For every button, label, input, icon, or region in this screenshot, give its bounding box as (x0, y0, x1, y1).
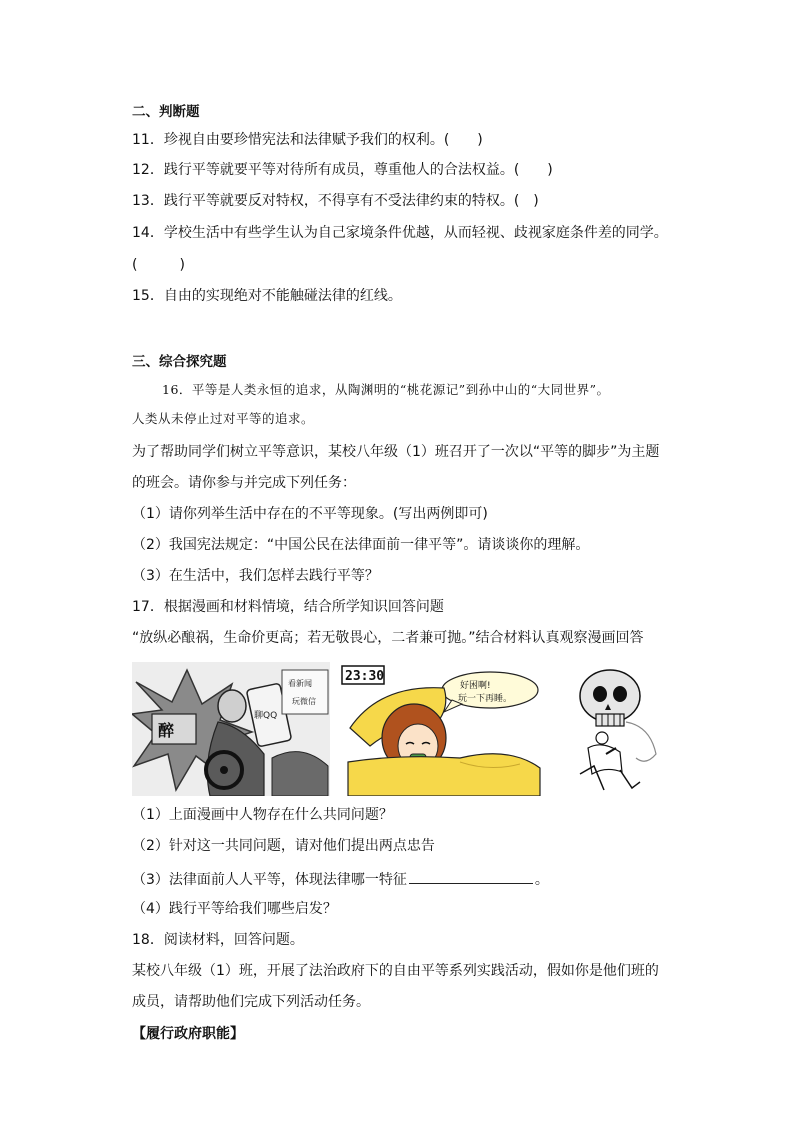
comic-distracted-driver (132, 662, 330, 796)
comic-clock-time: 23:30 (345, 669, 385, 684)
comic-label-wechat: 玩微信 (292, 697, 316, 706)
question-13: 13．践行平等就要反对特权，不得享有不受法律约束的特权。( ) (132, 193, 539, 209)
comic-label-news: 看新闻 (288, 679, 312, 688)
question-16-part-3: （3）在生活中，我们怎样去践行平等？ (132, 568, 379, 584)
question-16-intro-cont: 人类从未停止过对平等的追求。 (132, 411, 315, 426)
question-16-part-2: （2）我国宪法规定：“中国公民在法律面前一律平等”。请谈谈你的理解。 (132, 537, 590, 553)
comic-bubble-sleepy: 好困啊! (460, 681, 491, 691)
comic-girl-illustration (340, 662, 546, 796)
question-12: 12．践行平等就要平等对待所有成员，尊重他人的合法权益。( ) (132, 162, 553, 178)
question-18-subheading: 【履行政府职能】 (132, 1026, 244, 1042)
question-17-material: “放纵必酿祸，生命价更高；若无敬畏心，二者兼可抛。”结合材料认真观察漫画回答 (132, 630, 644, 646)
comic-bubble-play: 玩一下再睡。 (458, 694, 513, 704)
question-16-context-cont: 的班会。请你参与并完成下列任务： (132, 475, 356, 491)
question-14: 14．学校生活中有些学生认为自己家境条件优越，从而轻视、歧视家庭条件差的同学。 (132, 225, 668, 241)
question-16-part-1: （1）请你列举生活中存在的不平等现象。(写出两例即可) (132, 506, 488, 522)
question-17-part-3 (132, 869, 549, 889)
comic-label-qq: 聊QQ (254, 711, 278, 721)
question-18-material: 某校八年级（1）班，开展了法治政府下的自由平等系列实践活动，假如你是他们班的 (132, 963, 659, 979)
question-18: 18．阅读材料，回答问题。 (132, 932, 304, 948)
question-17-part-2: （2）针对这一共同问题，请对他们提出两点忠告 (132, 838, 435, 854)
comic-driver-illustration (132, 662, 330, 796)
section-heading-judgement: 二、判断题 (132, 104, 200, 120)
answer-blank[interactable] (409, 869, 533, 884)
question-17-part-3-text: （3）法律面前人人平等，体现法律哪一特征 (132, 872, 407, 888)
question-15: 15．自由的实现绝对不能触碰法律的红线。 (132, 288, 402, 304)
question-17-part-3-end: 。 (534, 872, 549, 888)
question-17-part-1: （1）上面漫画中人物存在什么共同问题？ (132, 807, 393, 823)
question-14-bracket: ( ) (132, 257, 185, 273)
section-heading-inquiry: 三、综合探究题 (132, 354, 227, 370)
comic-label-crash: 醉 (158, 721, 175, 740)
question-17: 17．根据漫画和材料情境，结合所学知识回答问题 (132, 599, 444, 615)
question-18-material-cont: 成员，请帮助他们完成下列活动任务。 (132, 994, 370, 1010)
question-16-context: 为了帮助同学们树立平等意识，某校八年级（1）班召开了一次以“平等的脚步”为主题 (132, 444, 660, 460)
question-16-intro: 16．平等是人类永恒的追求，从陶渊明的“桃花源记”到孙中山的“大同世界”。 (162, 382, 610, 397)
comic-skull-illustration (566, 662, 666, 796)
comic-skull-sick-man (566, 662, 666, 796)
question-11: 11．珍视自由要珍惜宪法和法律赋予我们的权利。( ) (132, 132, 483, 148)
question-17-part-4: （4）践行平等给我们哪些启发？ (132, 901, 337, 917)
comic-late-night-phone (340, 662, 546, 796)
